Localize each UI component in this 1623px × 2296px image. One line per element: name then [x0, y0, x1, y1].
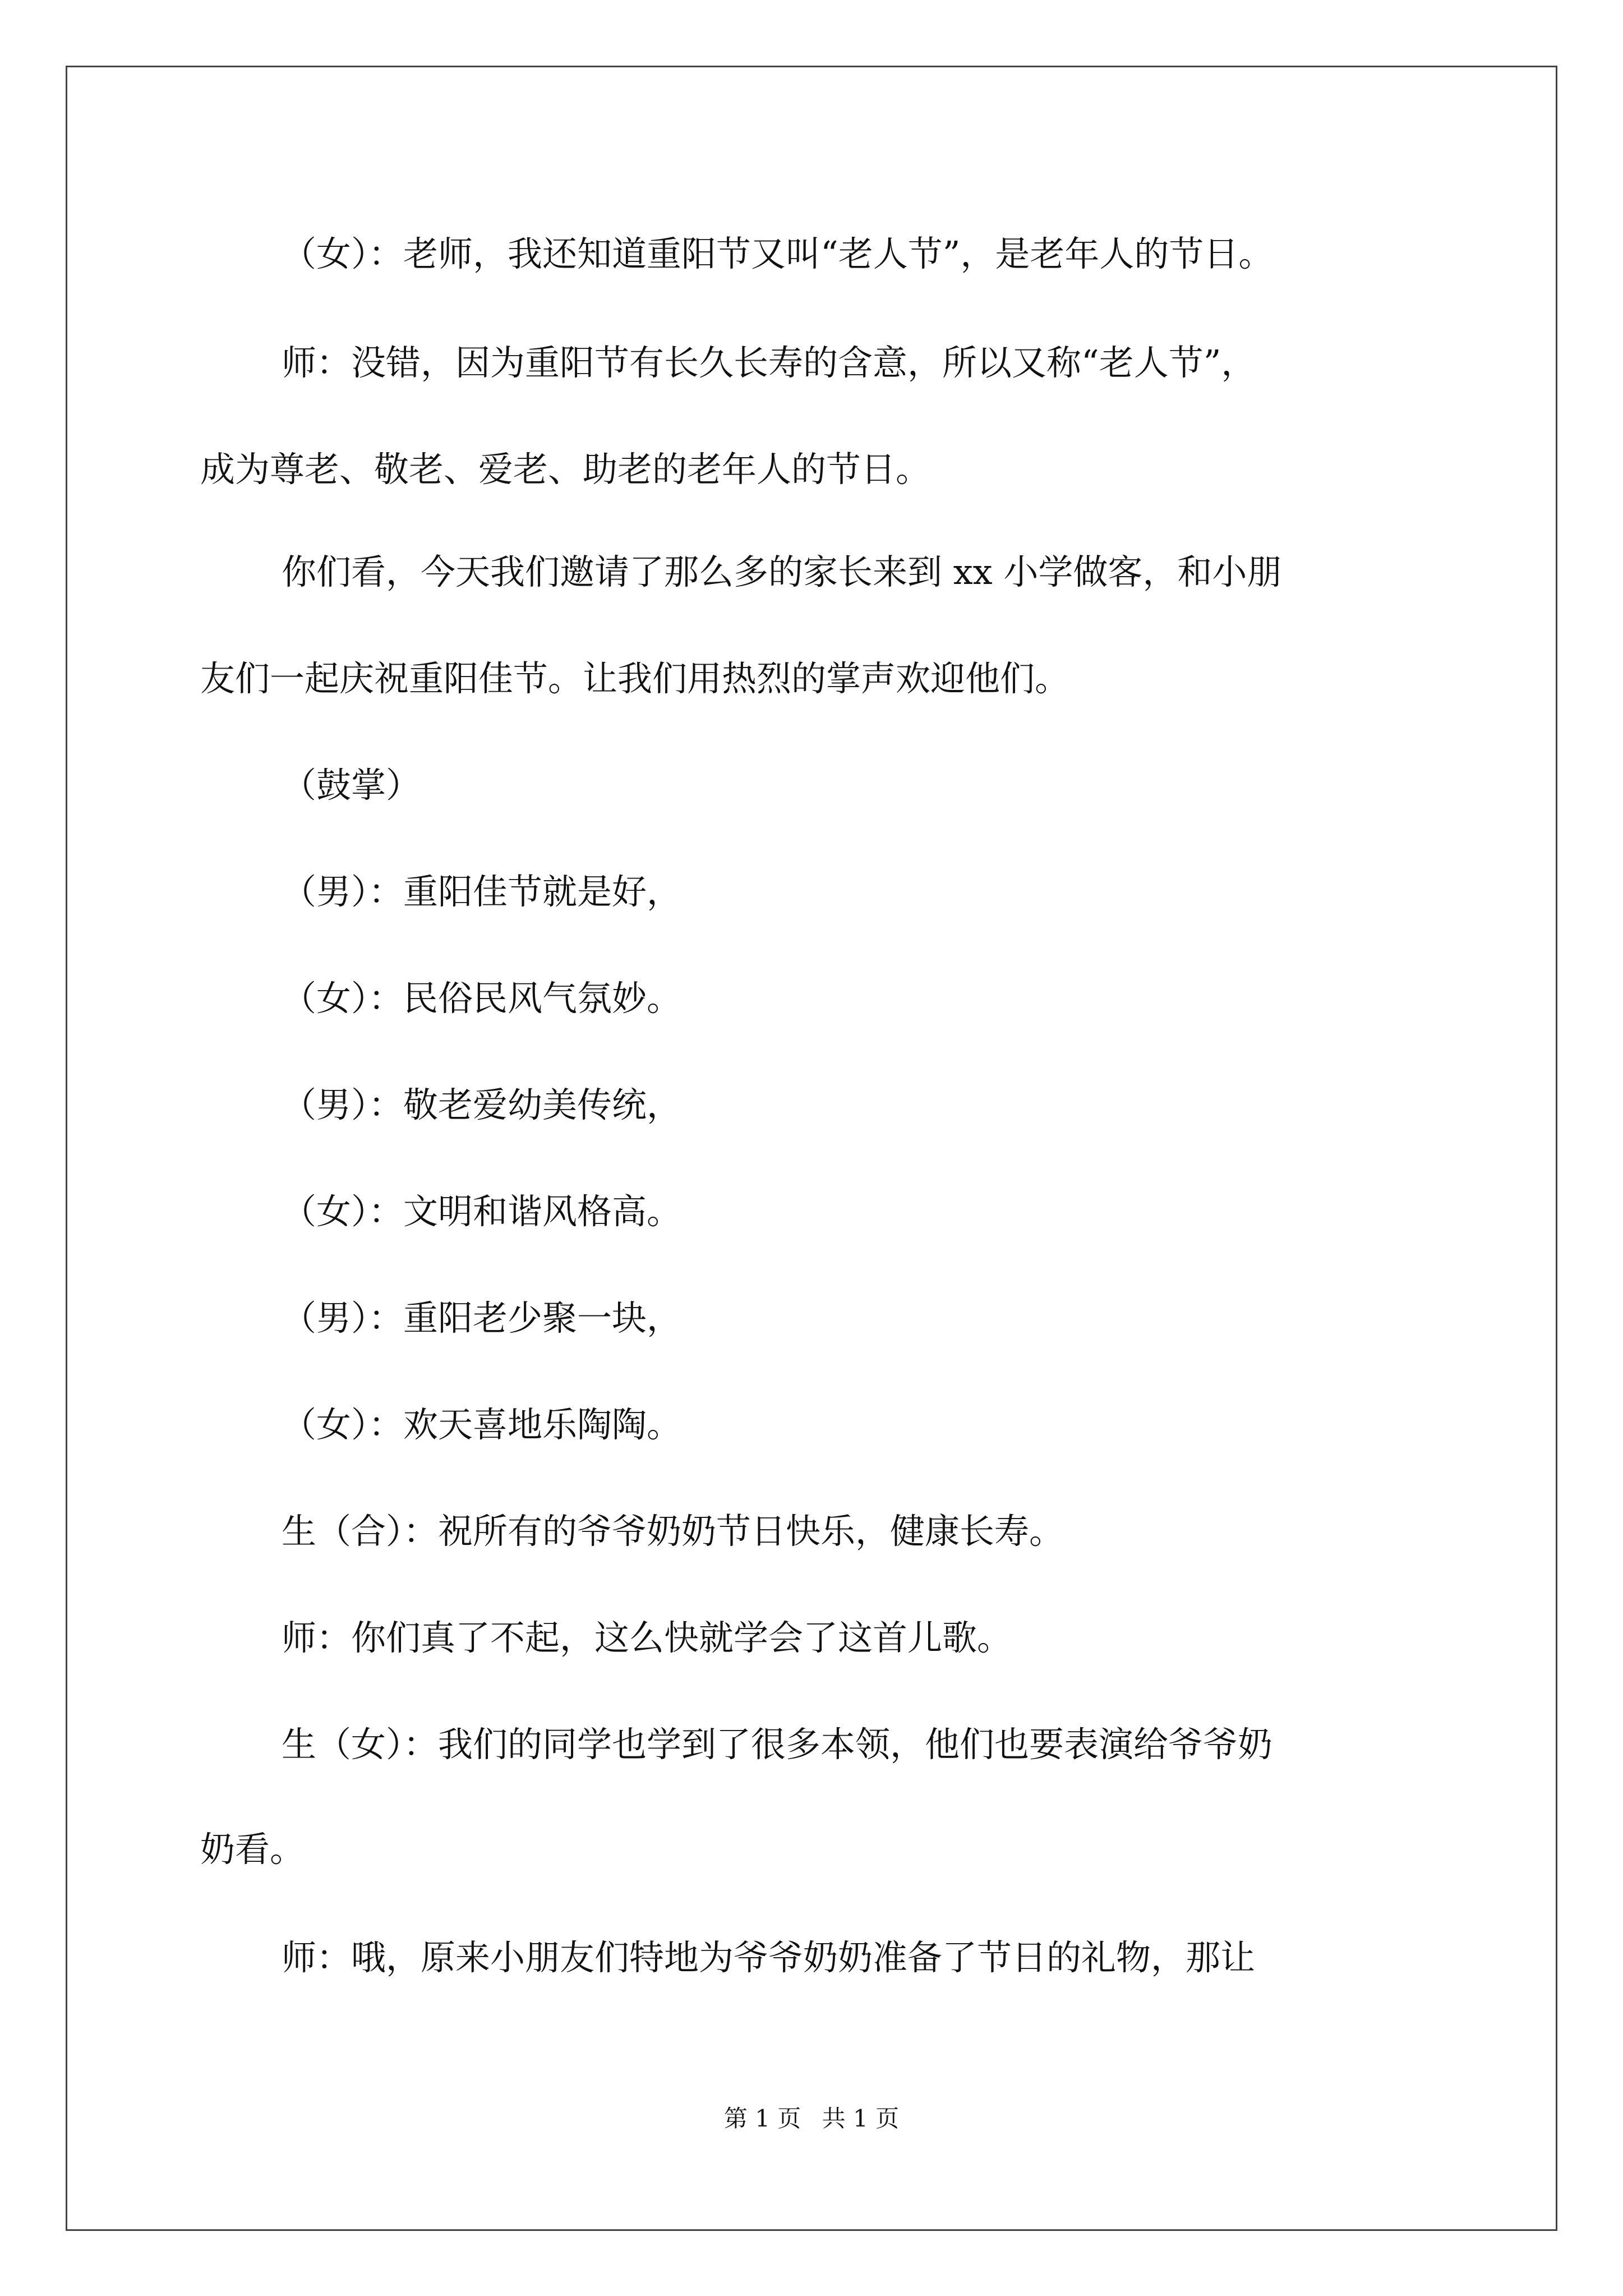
- text-line: （女）：民俗民风气氛妙。: [282, 978, 682, 1019]
- page-footer: [0, 2105, 1623, 2133]
- text-line: 生（女）：我们的同学也学到了很多本领，他们也要表演给爷爷奶: [282, 1724, 1273, 1765]
- text-line: （男）：重阳老少聚一块，: [282, 1297, 682, 1338]
- page-total: 共 1 页: [822, 2105, 900, 2132]
- text-line: 师：没错，因为重阳节有长久长寿的含意，所以又称“老人节”，: [282, 342, 1256, 383]
- page-number: 第 1 页: [723, 2105, 801, 2132]
- text-line: 成为尊老、敬老、爱老、助老的老年人的节日。: [200, 449, 931, 490]
- text-line: （女）：文明和谐风格高。: [282, 1191, 682, 1232]
- text-line: （男）：重阳佳节就是好，: [282, 871, 682, 912]
- text-line: 师：哦，原来小朋友们特地为爷爷奶奶准备了节日的礼物，那让: [282, 1937, 1256, 1978]
- text-line: （女）：老师，我还知道重阳节又叫“老人节”，是老年人的节日。: [282, 233, 1274, 274]
- text-line: （男）：敬老爱幼美传统，: [282, 1084, 682, 1125]
- text-line: 生（合）：祝所有的爷爷奶奶节日快乐，健康长寿。: [282, 1511, 1064, 1552]
- text-line: （女）：欢天喜地乐陶陶。: [282, 1404, 682, 1445]
- text-line: 你们看，今天我们邀请了那么多的家长来到 xx 小学做客，和小朋: [282, 551, 1282, 592]
- page-frame: [66, 66, 1557, 2231]
- text-line: （鼓掌）: [282, 765, 421, 806]
- text-line: 奶看。: [200, 1829, 305, 1870]
- text-line: 友们一起庆祝重阳佳节。让我们用热烈的掌声欢迎他们。: [200, 658, 1070, 699]
- text-line: 师：你们真了不起，这么快就学会了这首儿歌。: [282, 1617, 1012, 1658]
